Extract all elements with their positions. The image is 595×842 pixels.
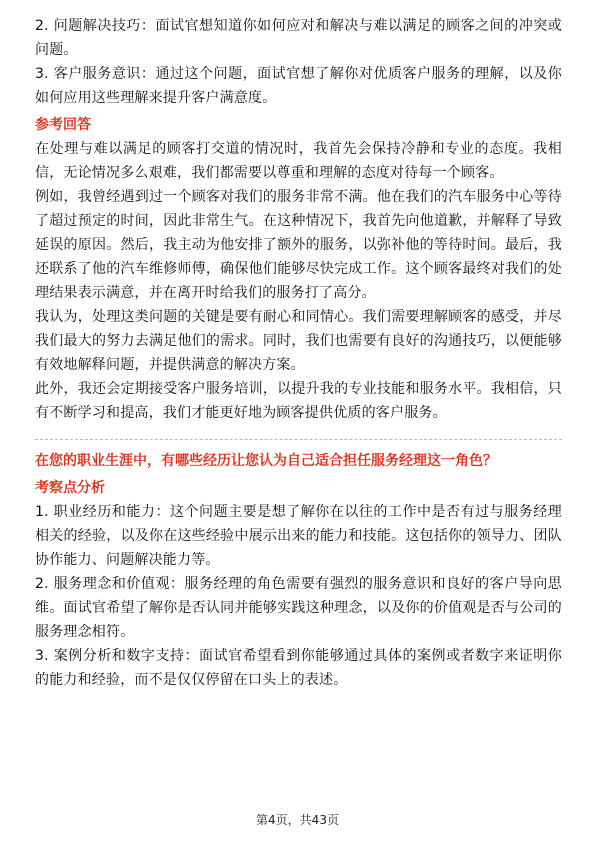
analysis-heading: 考察点分析	[35, 480, 105, 496]
question-heading: 在您的职业生涯中，有哪些经历让您认为自己适合担任服务经理这一角色？	[35, 453, 497, 469]
answer-paragraph-1: 在处理与难以满足的顾客打交道的情况时，我首先会保持冷静和专业的态度。我相信，无论情况多么艰难，我们都需要以尊重和理解的态度对待每一个顾客。	[35, 141, 562, 181]
analysis-point-1: 1. 职业经历和能力：这个问题主要是想了解你在以往的工作中是否有过与服务经理相关的经验，以及你在这些经验中展示出来的能力和技能。这包括你的领导力、团队协作能力、问题解决能力等。	[35, 504, 562, 568]
answer-paragraph-4: 此外，我还会定期接受客户服务培训，以提升我的专业技能和服务水平。我相信，只有不断学习和提高，我们才能更好地为顾客提供优质的客户服务。	[35, 381, 562, 421]
analysis-point-2: 2. 服务理念和价值观：服务经理的角色需要有强烈的服务意识和良好的客户导向思维。面试官希望了解你是否认同并能够实践这种理念，以及你的价值观是否与公司的服务理念相符。	[35, 576, 562, 640]
answer-paragraph-3: 我认为，处理这类问题的关键是要有耐心和同情心。我们需要理解顾客的感受，并尽我们最大的努力去满足他们的需求。同时，我们也需要有良好的沟通技巧，以便能够有效地解释问题，并提供满意的解决方案。	[35, 309, 562, 373]
answer-paragraph-2: 例如，我曾经遇到过一个顾客对我们的服务非常不满。他在我们的汽车服务中心等待了超过预定的时间，因此非常生气。在这种情况下，我首先向他道歉，并解释了导致延误的原因。然后，我主动为他安排了额外的服务，以弥补他的等待时间。最后，我还联系了他的汽车维修师傅，确保他们能够尽快完成工作。这个顾客最终对我们的处理结果表示满意，并在离开时给我们的服务打了高分。	[35, 189, 562, 301]
top-point-2: 2. 问题解决技巧：面试官想知道你如何应对和解决与难以满足的顾客之间的冲突或问题。	[35, 18, 562, 58]
section-divider	[35, 439, 562, 440]
document-page	[35, 14, 562, 692]
analysis-point-3: 3. 案例分析和数字支持：面试官希望看到你能够通过具体的案例或者数字来证明你的能力和经验，而不是仅仅停留在口头上的表述。	[35, 648, 562, 688]
top-point-3: 3. 客户服务意识：通过这个问题，面试官想了解你对优质客户服务的理解，以及你如何应用这些理解来提升客户满意度。	[35, 66, 562, 106]
page-number-footer: 第4页，共43页	[256, 813, 339, 827]
answer-heading: 参考回答	[35, 117, 91, 133]
